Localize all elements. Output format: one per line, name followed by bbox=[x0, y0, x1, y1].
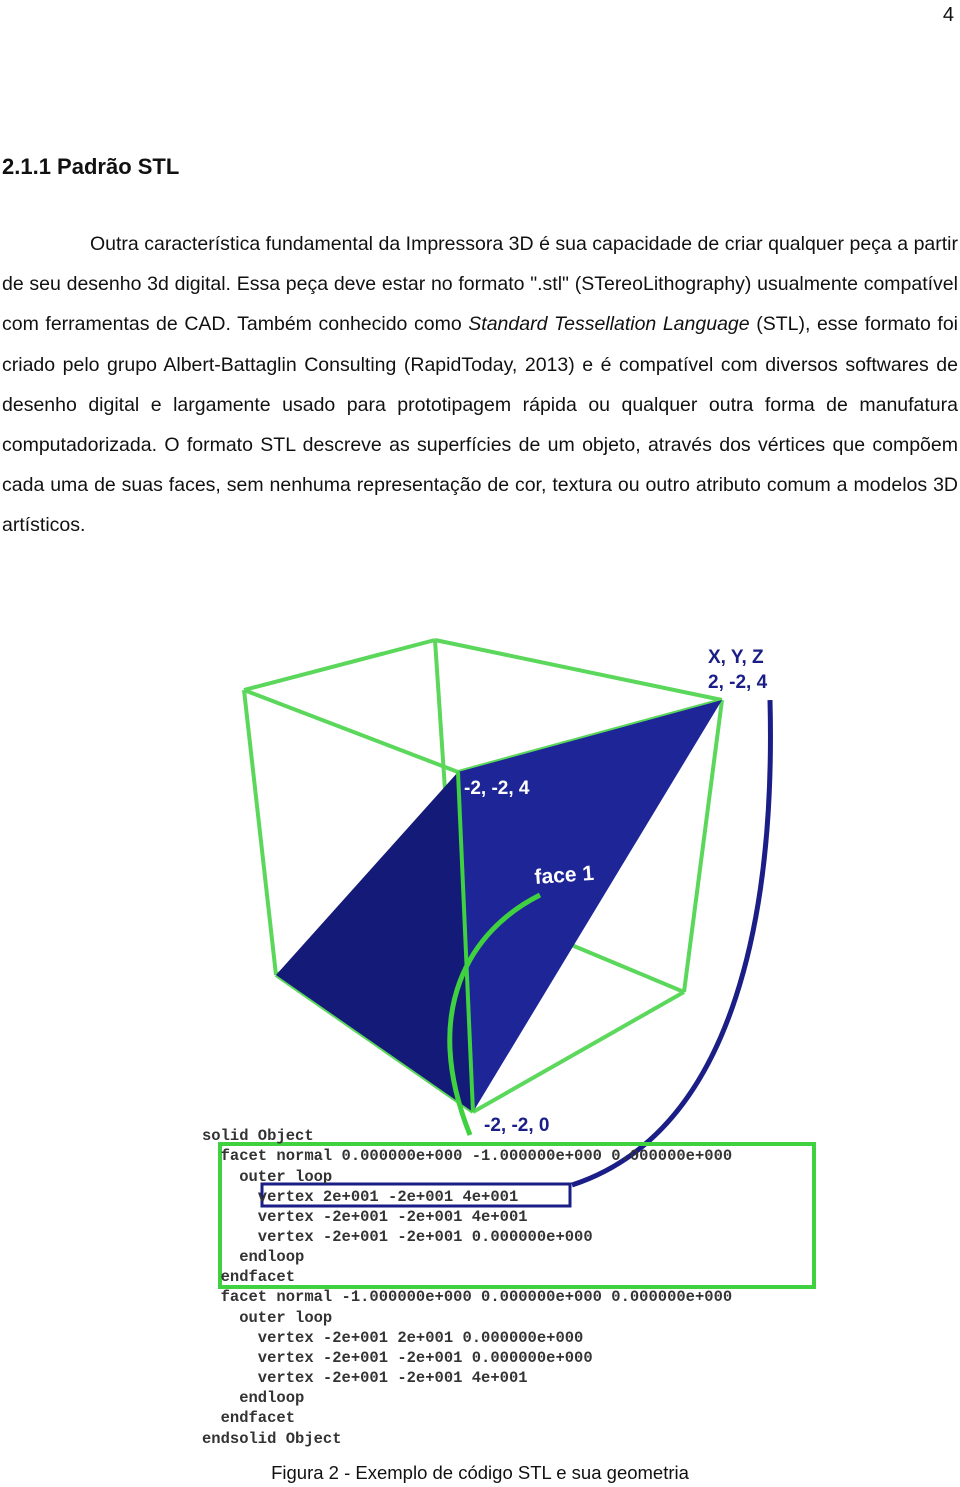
code-line: endloop bbox=[202, 1389, 305, 1407]
stl-code-block bbox=[202, 1127, 814, 1448]
code-line: vertex -2e+001 -2e+001 4e+001 bbox=[202, 1208, 528, 1226]
box-edge-left-vertical bbox=[244, 690, 276, 975]
paragraph-part-2: (STL), esse formato foi criado pelo grupo Albert-Battaglin Consulting (RapidToday, 2013) e é compatível com diversos softwares de desenho digital e largamente usado para prototipagem rápida ou qualquer outra forma de manufatura computadorizada. O formato STL descreve as superfícies de um objeto, através dos vértices que compõem cada uma de suas faces, sem nenhuma representação de cor, textura ou outro atributo comum a modelos 3D artísticos. bbox=[2, 313, 959, 537]
face-label: face 1 bbox=[533, 861, 595, 889]
vertex-label-top-right: 2, -2, 4 bbox=[708, 672, 768, 693]
figure-caption: Figura 2 - Exemplo de código STL e sua geometria bbox=[271, 1462, 689, 1483]
code-line: endsolid Object bbox=[202, 1430, 342, 1448]
code-line: vertex -2e+001 -2e+001 0.000000e+000 bbox=[202, 1228, 593, 1246]
code-line: outer loop bbox=[202, 1168, 333, 1186]
code-line: endfacet bbox=[202, 1409, 296, 1427]
page-number: 4 bbox=[942, 4, 954, 26]
face-1-triangle bbox=[458, 700, 722, 1112]
code-line: endloop bbox=[202, 1248, 305, 1266]
code-line: endfacet bbox=[202, 1268, 296, 1286]
code-line: facet normal -1.000000e+000 0.000000e+000 0.000000e+000 bbox=[202, 1288, 733, 1306]
code-line: outer loop bbox=[202, 1309, 333, 1327]
box-edge-back-top-right bbox=[435, 640, 722, 700]
code-line: vertex 2e+001 -2e+001 4e+001 bbox=[202, 1188, 519, 1206]
paragraph-part-1: Outra característica fundamental da Impressora 3D é sua capacidade de criar qualquer peça a partir de seu desenho 3d digital. Essa peça deve estar no formato ".stl" (STereoLithography) usualmente compatível com ferramentas de CAD. Também conhecido como bbox=[2, 233, 958, 336]
face-left-shaded bbox=[276, 772, 473, 1112]
box-edge-front-top-left bbox=[244, 690, 458, 772]
code-line: vertex -2e+001 -2e+001 0.000000e+000 bbox=[202, 1349, 593, 1367]
vertex-label-bottom: -2, -2, 0 bbox=[484, 1115, 550, 1136]
paragraph-italic-term: Standard Tessellation Language bbox=[468, 313, 750, 336]
axis-title-label: X, Y, Z bbox=[708, 647, 764, 668]
code-line: facet normal 0.000000e+000 -1.000000e+000 0.000000e+000 bbox=[202, 1147, 733, 1165]
vertex-label-top-left: -2, -2, 4 bbox=[464, 778, 530, 799]
code-line: vertex -2e+001 2e+001 0.000000e+000 bbox=[202, 1329, 584, 1347]
box-edge-back-top-left bbox=[244, 640, 435, 690]
code-line: vertex -2e+001 -2e+001 4e+001 bbox=[202, 1369, 528, 1387]
section-heading: 2.1.1 Padrão STL bbox=[2, 154, 180, 179]
code-line: solid Object bbox=[202, 1127, 314, 1145]
